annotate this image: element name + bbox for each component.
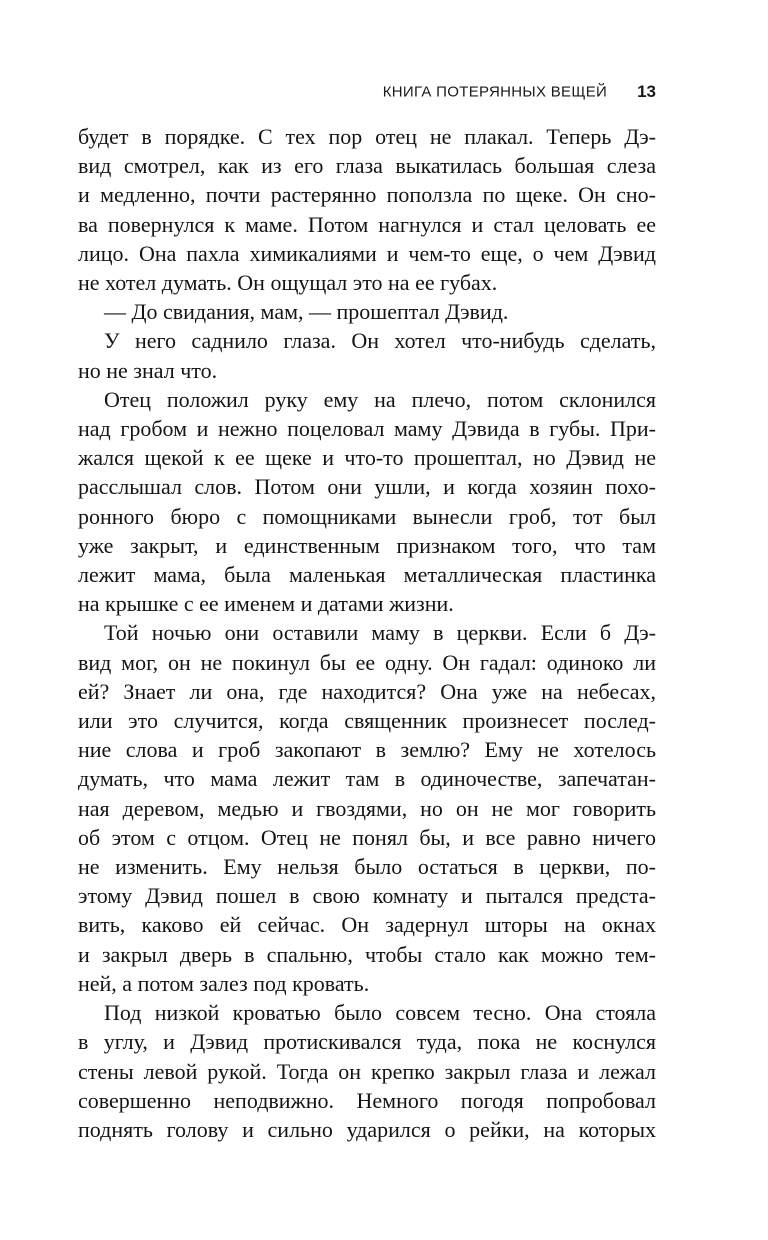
text-line: но не знал что. — [78, 357, 218, 383]
text-line: Той ночью они оставили маму в церкви. Если б Дэ- — [104, 620, 656, 646]
text-line: или это случится, когда священник произнесет послед- — [78, 708, 656, 734]
body-text — [78, 122, 656, 1144]
paragraph — [78, 326, 656, 384]
text-line: лежит мама, была маленькая металлическая пластинка — [78, 562, 656, 588]
paragraph — [78, 385, 656, 619]
text-line: не изменить. Ему нельзя было остаться в церкви, по- — [78, 854, 656, 880]
text-line: совершенно неподвижно. Немного погодя попробовал — [78, 1087, 656, 1113]
text-line: ная деревом, медью и гвоздями, но он не мог говорить — [78, 795, 656, 821]
paragraph — [78, 297, 656, 326]
text-line: лицо. Она пахла химикалиями и чем-то еще, о чем Дэвид — [78, 240, 656, 266]
text-line: думать, что мама лежит там в одиночестве, запечатан- — [78, 766, 656, 792]
text-line: ние слова и гроб закопают в землю? Ему не хотелось — [78, 737, 656, 763]
text-line: не хотел думать. Он ощущал это на ее губах. — [78, 270, 498, 296]
text-line: об этом с отцом. Отец не понял бы, и все равно ничего — [78, 824, 656, 850]
text-line: Отец положил руку ему на плечо, потом склонился — [104, 386, 656, 412]
text-line: и закрыл дверь в спальню, чтобы стало как можно тем- — [78, 941, 656, 967]
text-line: ней, а потом залез под кровать. — [78, 970, 370, 996]
text-line: над гробом и нежно поцеловал маму Дэвида в губы. При- — [78, 416, 656, 442]
page-number: 13 — [637, 82, 656, 101]
text-line: на крышке с ее именем и датами жизни. — [78, 591, 454, 617]
running-title: КНИГА ПОТЕРЯННЫХ ВЕЩЕЙ — [382, 83, 608, 101]
paragraph — [78, 122, 656, 297]
text-line: — До свидания, мам, — прошептал Дэвид. — [104, 299, 509, 325]
text-line: стены левой рукой. Тогда он крепко закрыл глаза и лежал — [78, 1058, 656, 1084]
text-line: ронного бюро с помощниками вынесли гроб, тот был — [78, 503, 656, 529]
text-line: этому Дэвид пошел в свою комнату и пытался предста- — [78, 883, 656, 909]
text-line: и медленно, почти растерянно поползла по щеке. Он сно- — [78, 182, 656, 208]
paragraph — [78, 618, 656, 998]
running-header — [0, 82, 656, 102]
text-line: Под низкой кроватью было совсем тесно. Она стояла — [104, 1000, 656, 1026]
text-line: вид смотрел, как из его глаза выкатилась большая слеза — [78, 153, 656, 179]
text-line: будет в порядке. С тех пор отец не плакал. Теперь Дэ- — [78, 124, 656, 149]
text-line: вить, каково ей сейчас. Он задернул шторы на окнах — [78, 912, 656, 938]
text-line: расслышал слов. Потом они ушли, и когда хозяин похо- — [78, 474, 656, 500]
text-line: поднять голову и сильно ударился о рейки, на которых — [78, 1116, 656, 1142]
text-line: уже закрыт, и единственным признаком того, что там — [78, 532, 656, 558]
text-line: У него саднило глаза. Он хотел что-нибудь сделать, — [104, 328, 656, 354]
text-line: в углу, и Дэвид протискивался туда, пока не коснулся — [78, 1029, 656, 1055]
paragraph — [78, 998, 656, 1144]
text-line: вид мог, он не покинул бы ее одну. Он гадал: одиноко ли — [78, 649, 656, 675]
text-line: ей? Знает ли она, где находится? Она уже на небесах, — [78, 678, 656, 704]
text-line: жался щекой к ее щеке и что-то прошептал, но Дэвид не — [78, 445, 656, 471]
text-line: ва повернулся к маме. Потом нагнулся и стал целовать ее — [78, 211, 656, 237]
